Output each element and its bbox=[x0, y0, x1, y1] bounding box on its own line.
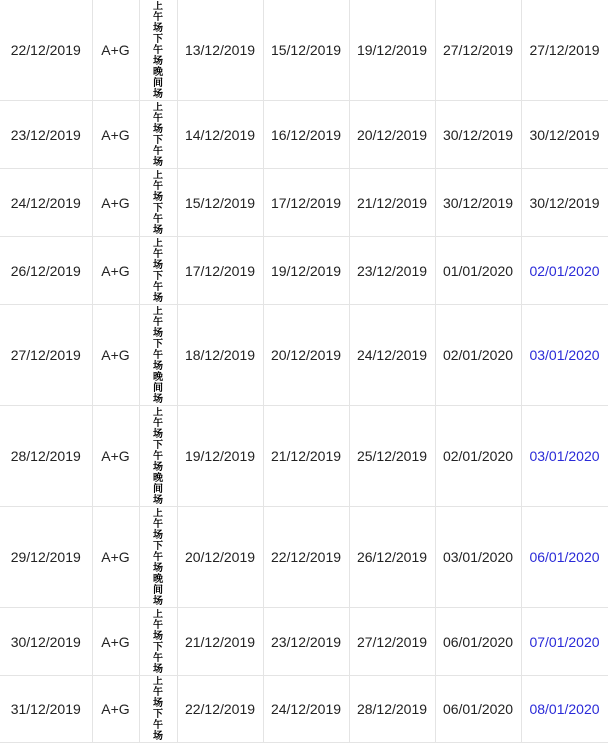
code-cell: A+G bbox=[92, 0, 139, 101]
date-col2-cell: 20/12/2019 bbox=[263, 305, 349, 406]
code-cell: A+G bbox=[92, 406, 139, 507]
session-cell bbox=[139, 0, 177, 101]
date-cell: 26/12/2019 bbox=[0, 237, 92, 305]
table-row bbox=[0, 305, 608, 406]
date-cell: 27/12/2019 bbox=[0, 305, 92, 406]
date-col2-cell: 24/12/2019 bbox=[263, 676, 349, 743]
date-col5-cell: 30/12/2019 bbox=[521, 101, 608, 169]
date-cell: 29/12/2019 bbox=[0, 507, 92, 608]
session-label: 上午场下午场晚间场 bbox=[153, 507, 163, 607]
session-cell bbox=[139, 305, 177, 406]
date-col2-cell: 17/12/2019 bbox=[263, 169, 349, 237]
date-col5-cell: 08/01/2020 bbox=[521, 676, 608, 743]
date-col4-cell: 02/01/2020 bbox=[435, 305, 521, 406]
date-cell: 24/12/2019 bbox=[0, 169, 92, 237]
table-row bbox=[0, 169, 608, 237]
session-label: 上午场下午场 bbox=[153, 101, 163, 168]
date-col3-cell: 26/12/2019 bbox=[349, 507, 435, 608]
date-col1-cell: 17/12/2019 bbox=[177, 237, 263, 305]
session-cell bbox=[139, 608, 177, 676]
session-label: 上午场下午场 bbox=[153, 608, 163, 675]
table-row bbox=[0, 101, 608, 169]
date-col5-cell: 03/01/2020 bbox=[521, 406, 608, 507]
session-cell bbox=[139, 507, 177, 608]
date-col4-cell: 27/12/2019 bbox=[435, 0, 521, 101]
session-cell bbox=[139, 169, 177, 237]
date-col4-cell: 30/12/2019 bbox=[435, 169, 521, 237]
code-cell: A+G bbox=[92, 305, 139, 406]
date-col3-cell: 27/12/2019 bbox=[349, 608, 435, 676]
date-col3-cell: 19/12/2019 bbox=[349, 0, 435, 101]
session-cell bbox=[139, 237, 177, 305]
date-col4-cell: 06/01/2020 bbox=[435, 676, 521, 743]
table-row bbox=[0, 507, 608, 608]
date-col2-cell: 22/12/2019 bbox=[263, 507, 349, 608]
date-col1-cell: 20/12/2019 bbox=[177, 507, 263, 608]
date-col3-cell: 28/12/2019 bbox=[349, 676, 435, 743]
session-label: 上午场下午场 bbox=[153, 169, 163, 236]
session-label: 上午场下午场晚间场 bbox=[153, 0, 163, 100]
date-col4-cell: 06/01/2020 bbox=[435, 608, 521, 676]
date-col2-cell: 19/12/2019 bbox=[263, 237, 349, 305]
date-col4-cell: 03/01/2020 bbox=[435, 507, 521, 608]
date-col5-cell: 06/01/2020 bbox=[521, 507, 608, 608]
date-col2-cell: 21/12/2019 bbox=[263, 406, 349, 507]
date-col4-cell: 30/12/2019 bbox=[435, 101, 521, 169]
date-col3-cell: 25/12/2019 bbox=[349, 406, 435, 507]
date-cell: 23/12/2019 bbox=[0, 101, 92, 169]
date-col1-cell: 22/12/2019 bbox=[177, 676, 263, 743]
date-col3-cell: 23/12/2019 bbox=[349, 237, 435, 305]
date-col1-cell: 21/12/2019 bbox=[177, 608, 263, 676]
table-row bbox=[0, 0, 608, 101]
session-label: 上午场下午场晚间场 bbox=[153, 305, 163, 405]
date-col1-cell: 15/12/2019 bbox=[177, 169, 263, 237]
date-col3-cell: 20/12/2019 bbox=[349, 101, 435, 169]
code-cell: A+G bbox=[92, 237, 139, 305]
session-label: 上午场下午场 bbox=[153, 676, 163, 742]
date-cell: 28/12/2019 bbox=[0, 406, 92, 507]
date-col1-cell: 13/12/2019 bbox=[177, 0, 263, 101]
date-cell: 31/12/2019 bbox=[0, 676, 92, 743]
session-cell bbox=[139, 676, 177, 743]
date-col1-cell: 19/12/2019 bbox=[177, 406, 263, 507]
date-col3-cell: 24/12/2019 bbox=[349, 305, 435, 406]
table-row bbox=[0, 676, 608, 743]
code-cell: A+G bbox=[92, 507, 139, 608]
table-row bbox=[0, 406, 608, 507]
code-cell: A+G bbox=[92, 101, 139, 169]
date-col1-cell: 18/12/2019 bbox=[177, 305, 263, 406]
session-label: 上午场下午场晚间场 bbox=[153, 406, 163, 506]
date-col2-cell: 15/12/2019 bbox=[263, 0, 349, 101]
date-col3-cell: 21/12/2019 bbox=[349, 169, 435, 237]
date-col4-cell: 01/01/2020 bbox=[435, 237, 521, 305]
table-row bbox=[0, 237, 608, 305]
date-cell: 30/12/2019 bbox=[0, 608, 92, 676]
code-cell: A+G bbox=[92, 676, 139, 743]
date-col4-cell: 02/01/2020 bbox=[435, 406, 521, 507]
date-col5-cell: 07/01/2020 bbox=[521, 608, 608, 676]
date-col5-cell: 27/12/2019 bbox=[521, 0, 608, 101]
session-cell bbox=[139, 406, 177, 507]
date-col1-cell: 14/12/2019 bbox=[177, 101, 263, 169]
date-col2-cell: 16/12/2019 bbox=[263, 101, 349, 169]
date-col5-cell: 02/01/2020 bbox=[521, 237, 608, 305]
date-col5-cell: 30/12/2019 bbox=[521, 169, 608, 237]
date-col5-cell: 03/01/2020 bbox=[521, 305, 608, 406]
code-cell: A+G bbox=[92, 608, 139, 676]
code-cell: A+G bbox=[92, 169, 139, 237]
date-col2-cell: 23/12/2019 bbox=[263, 608, 349, 676]
table-row bbox=[0, 608, 608, 676]
session-label: 上午场下午场 bbox=[153, 237, 163, 304]
session-cell bbox=[139, 101, 177, 169]
date-cell: 22/12/2019 bbox=[0, 0, 92, 101]
